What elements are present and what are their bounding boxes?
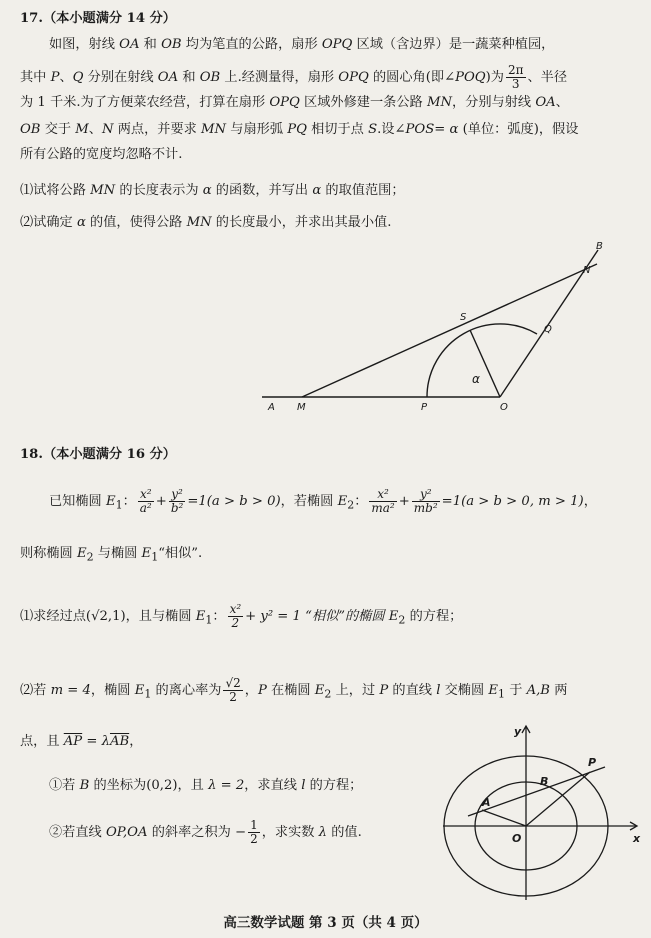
segment-op [526,772,590,826]
q17-line-1: 如图，射线 OA 和 OB 均为笔直的公路，扇形 OPQ 区域（含边界）是一蔬菜种植园， [49,37,555,52]
label-alpha: α [472,372,480,386]
label-b-point: B [540,775,549,788]
label-y: y [514,725,522,738]
page-footer: 高三数学试题 第 3 页（共 4 页） [223,915,428,931]
q18-definition-line: 已知椭圆 $E_1$： $\frac{\text{x²}}{\text{a²}}$ + $\frac{\text{y²}}{\text{b²}}$ =1(a > b > 0)，若椭圆 $E_2$： $\frac{\text{x²}}{\text{ma²}}$ + $\frac{\text{y²}}{\text{mb²}}$ =1(a > b > 0, m > 1)， [49,487,597,515]
q17-header: 17.（本小题满分 14 分） [20,11,176,26]
q17-line-5: 所有公路的宽度均忽略不计. [20,147,183,162]
q18-case-2: ②若直线 OP,OA 的斜率之积为 − $\frac{1}{2}$ ，求实数 λ 的值. [49,818,362,846]
label-q: Q [544,324,552,335]
label-s: S [460,312,467,323]
q18-subquestion-1: ⑴求经过点(√2,1)，且与椭圆 $E_1$： $\frac{\text{x²}}{2}$ + y² = 1 “相似”的椭圆 $E_2$ 的方程； [20,602,463,630]
segment-oa [482,810,526,826]
label-a: A [268,402,275,413]
label-m: M [297,402,306,413]
q17-subquestion-2: ⑵试确定 α 的值，使得公路 MN 的长度最小，并求出其最小值. [20,215,392,230]
label-n: N [583,265,591,276]
label-o: O [500,402,508,413]
q18-subquestion-2: ⑵若 m = 4，椭圆 $E_1$ 的离心率为 $\frac{√2}{2}$ ，P 在椭圆 $E_2$ 上，过 P 的直线 l 交椭圆 $E_1$ 于 A,B 两 [20,676,568,704]
q17-line-3: 为 1 千米.为了方便菜农经营，打算在扇形 OPQ 区域外修建一条公路 MN，分别与射线 OA、 [20,95,569,110]
two-pi-over-three: $\frac{2\pi}{3}$ [507,63,524,91]
q18-vector-condition: 点，且 $\overline{AP} = \lambda\overline{AB}$， [20,734,143,749]
label-a-point: A [482,796,491,809]
label-b: B [596,241,603,252]
label-p-point: P [588,756,597,769]
q18-similar-def: 则称椭圆 $E_2$ 与椭圆 $E_1“$相似”. [20,546,203,564]
q17-line-2: 其中 P、Q 分别在射线 OA 和 OB 上.经测量得，扇形 OPQ 的圆心角(即∠POQ)为 $\frac{2\pi}{3}$ 、半径 [20,63,568,91]
q18-case-1: ①若 B 的坐标为(0,2)，且 λ = 2，求直线 l 的方程； [49,778,363,793]
q18-header: 18.（本小题满分 16 分） [20,447,176,462]
label-p: P [421,402,428,413]
q17-subquestion-1: ⑴试将公路 MN 的长度表示为 α 的函数，并写出 α 的取值范围； [20,183,405,198]
label-x: x [633,832,641,845]
q17-line-4: OB 交于 M、N 两点，并要求 MN 与扇形弧 PQ 相切于点 S.设∠POS= α (单位：弧度)，假设 [20,122,579,137]
label-origin: O [512,832,522,845]
